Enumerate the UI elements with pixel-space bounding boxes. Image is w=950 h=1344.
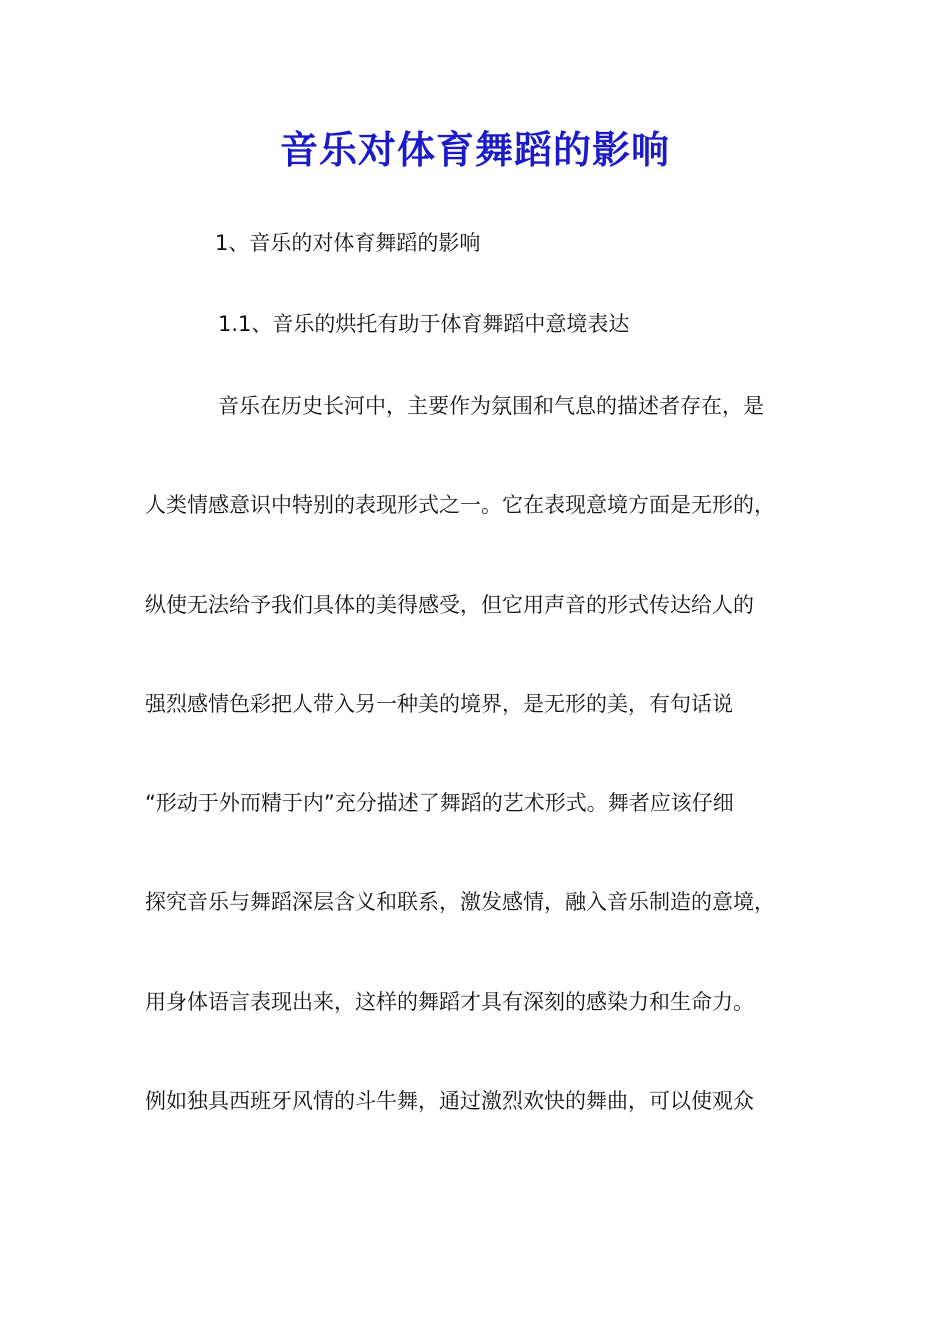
section-heading-1: 1、音乐的对体育舞蹈的影响 — [215, 231, 481, 255]
document-title: 音乐对体育舞蹈的影响 — [279, 127, 670, 172]
paragraph-line: 纵使无法给予我们具体的美得感受，但它用声音的形式传达给人的 — [145, 593, 754, 617]
paragraph-line: 例如独具西班牙风情的斗牛舞，通过激烈欢快的舞曲，可以使观众 — [145, 1089, 754, 1113]
paragraph-line: 用身体语言表现出来，这样的舞蹈才具有深刻的感染力和生命力。 — [145, 990, 754, 1014]
paragraph-line: 强烈感情色彩把人带入另一种美的境界，是无形的美，有句话说 — [145, 692, 733, 716]
paragraph-line: 探究音乐与舞蹈深层含义和联系，激发感情，融入音乐制造的意境， — [145, 890, 775, 914]
paragraph-line: 人类情感意识中特别的表现形式之一。它在表现意境方面是无形的， — [145, 493, 775, 517]
section-heading-1-1: 1.1、音乐的烘托有助于体育舞蹈中意境表达 — [218, 312, 630, 336]
paragraph-line: 音乐在历史长河中，主要作为氛围和气息的描述者存在，是 — [218, 394, 764, 418]
paragraph-line: “形动于外而精于内”充分描述了舞蹈的艺术形式。舞者应该仔细 — [145, 791, 734, 815]
